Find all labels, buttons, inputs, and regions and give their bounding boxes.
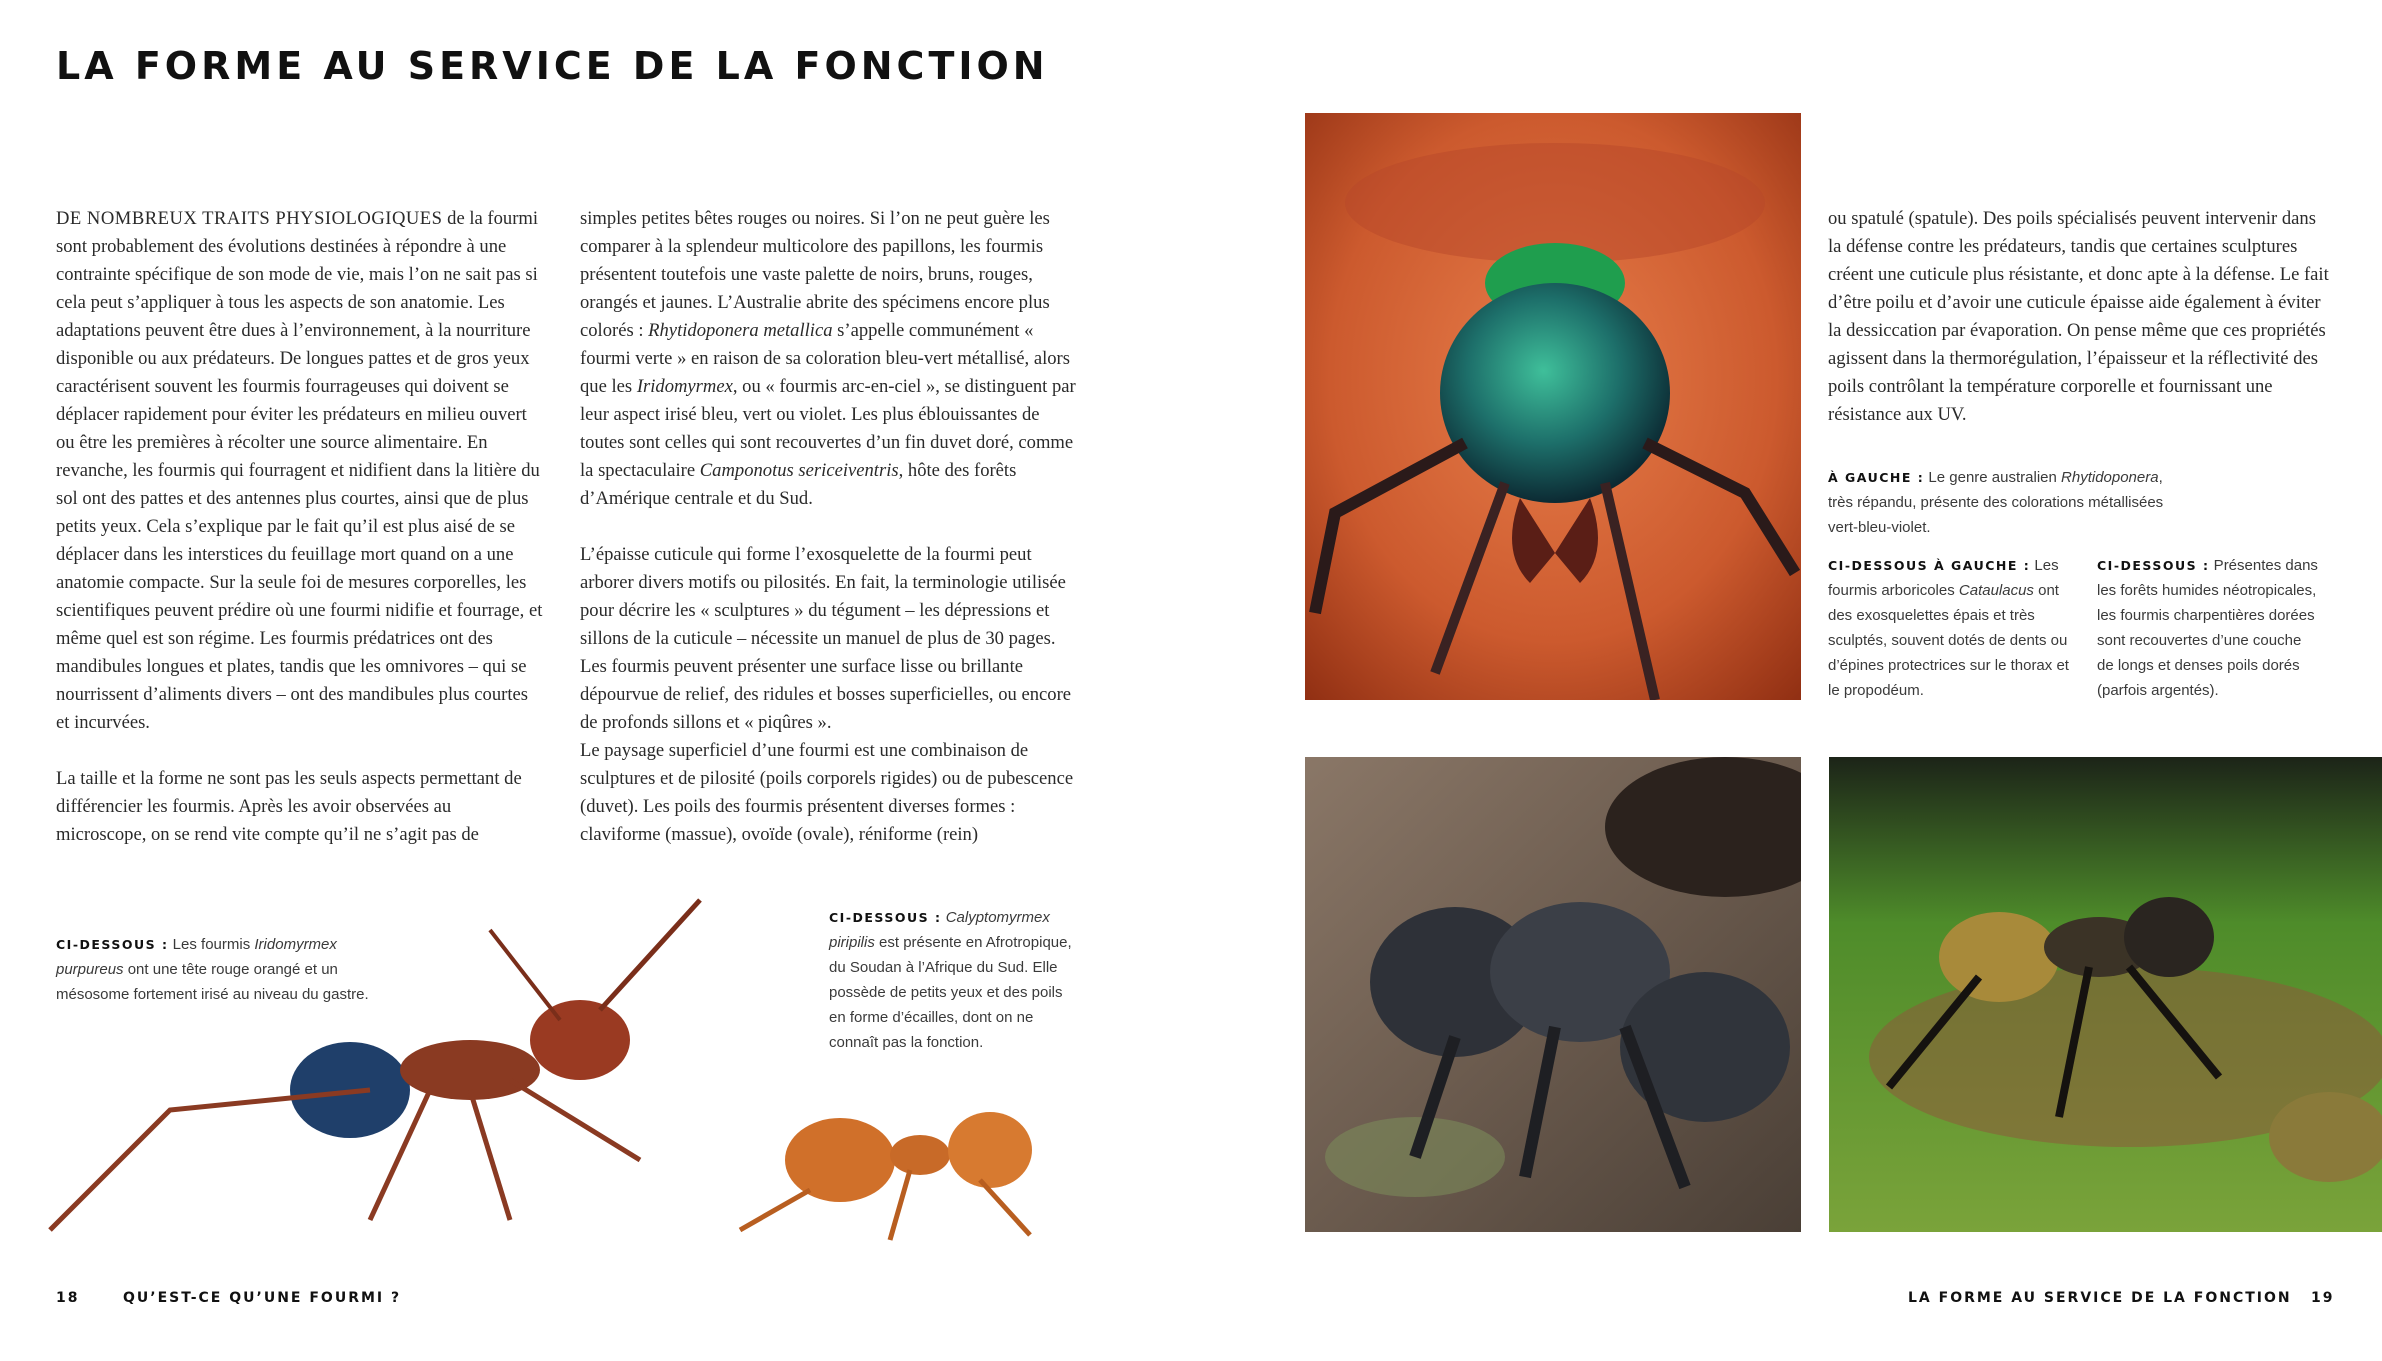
caption-label: CI-DESSOUS : xyxy=(56,937,169,952)
caption-orange-ant xyxy=(829,905,1079,1055)
text: simples petites bêtes rouges ou noires. Si l’on ne peut guère les comparer à la splendeur multicolore des papillons, les fourmis présentent toutefois une vaste palette de noirs, bruns, rouges, orangés et jaunes. L’Australie abrite des spécimens encore plus colorés : xyxy=(580,208,1050,341)
caption-text: ont une tête rouge orangé et un mésosome fortement irisé au niveau du gastre. xyxy=(56,961,369,1003)
page-title: LA FORME AU SERVICE DE LA FONCTION xyxy=(56,44,1049,88)
page-number-left: 18 xyxy=(56,1290,80,1306)
paragraph: ou spatulé (spatule). Des poils spécialisés peuvent intervenir dans la défense contre les prédateurs, tandis que certaines sculptures créent une cuticule plus résistante, et donc apte à la défense. Le fait d’être poilu et d’avoir une cuticule épaisse aide également à éviter la dessiccation par évaporation. On pense même que ces propriétés agissent dans la thermorégulation, l’épaisseur et la réflectivité des poils contrôlant la température corporelle et fournissant une résistance aux UV. xyxy=(1828,208,2329,425)
paragraph: Le paysage superficiel d’une fourmi est une combinaison de sculptures et de pilosité (poils corporels rigides) ou de pubescence (duvet). Les poils des fourmis présentent diverses formes : claviforme (massue), ovoïde (ovale), réniforme (rein) xyxy=(580,740,1074,845)
paragraph: L’épaisse cuticule qui forme l’exosquelette de la fourmi peut arborer divers motifs ou pilosités. En fait, la terminologie utilisée pour décrire les « sculptures » du tégument – les dépressions et sillons de la cuticule – nécessite un manuel de plus de 30 pages. Les fourmis peuvent présenter une surface lisse ou brillante dépourvue de relief, des ridules et bosses superficielles, ou encore de profonds sillons et « piqûres ». xyxy=(580,544,1072,733)
caption-below-right xyxy=(2097,553,2322,703)
caption-left-top xyxy=(1828,465,2188,540)
caption-label: À GAUCHE : xyxy=(1828,470,1925,485)
caption-text: est présente en Afrotropique, du Soudan à l’Afrique du Sud. Elle possède de petits yeux et des poils en forme d’écailles, dont on ne connaît pas la fonction. xyxy=(829,934,1072,1051)
golden-ant-image xyxy=(1829,757,2382,1232)
paragraph xyxy=(580,205,1080,513)
species-name: Rhytidoponera metallica xyxy=(648,320,833,341)
paragraph: La taille et la forme ne sont pas les seuls aspects permettant de différencier les fourmis. Après les avoir observées au microscope, on se rend vite compte qu’il ne s’agit pas de xyxy=(56,768,522,845)
red-ant-image xyxy=(40,890,720,1260)
paragraph-text: de la fourmi sont probablement des évolutions destinées à répondre à une contrainte spécifique de son mode de vie, mais l’on ne sait pas si cela peut s’appliquer à tous les aspects de son anatomie. Les adaptations peuvent être dues à l’environnement, à la nourriture disponible ou aux prédateurs. De longues pattes et de gros yeux caractérisent souvent les fourmis fourrageuses qui doivent se déplacer rapidement pour éviter les prédateurs en milieu ouvert ou être les premières à récolter une source alimentaire. En revanche, les fourmis qui fourragent et nidifient dans la litière du sol ont des pattes et des antennes plus courtes, ainsi que de plus petits yeux. Cela s’explique par le fait qu’il est plus aisé de se déplacer dans les interstices du feuillage mort quand on a une anatomie compacte. Sur la seule foi de mesures corporelles, les scientifiques peuvent prédire où une fourmi nidifie et fourrage, et même quel est son régime. Les fourmis prédatrices ont des mandibules longues et plates, tandis que les omnivores – qui se nourrissent d’aliments divers – ont des mandibules plus courtes et incurvées. xyxy=(56,208,543,733)
text-column-1 xyxy=(56,205,546,849)
species-name: Iridomyrmex xyxy=(636,376,733,397)
caption-text: ont des exosquelettes épais et très sculptés, souvent dotés de dents ou d’épines protectrices sur le thorax et le propodéum. xyxy=(1828,582,2069,699)
black-ant-image xyxy=(1305,757,1801,1232)
paragraph xyxy=(56,205,546,737)
text-column-2 xyxy=(580,205,1080,849)
green-ant-photo xyxy=(1305,113,1801,700)
golden-ant-photo xyxy=(1829,757,2382,1232)
red-ant-cutout xyxy=(40,890,720,1260)
text-column-3 xyxy=(1828,205,2334,429)
species-name: Rhytidoponera xyxy=(2061,469,2159,486)
orange-ant-cutout xyxy=(710,1090,1055,1250)
caption-label: CI-DESSOUS : xyxy=(829,910,942,925)
running-title-right: LA FORME AU SERVICE DE LA FONCTION xyxy=(1908,1290,2292,1306)
caption-text: Les fourmis xyxy=(168,936,255,953)
orange-ant-image xyxy=(710,1090,1055,1250)
species-name: Iridomyrmex purpureus xyxy=(56,936,337,978)
text: , hôte des forêts d’Amérique centrale et du Sud. xyxy=(580,460,1017,509)
caption-text: Présentes dans les forêts humides néotropicales, les fourmis charpentières dorées sont recouvertes d’une couche de longs et denses poils dorés (parfois argentés). xyxy=(2097,557,2318,699)
green-ant-image xyxy=(1305,113,1801,700)
caption-text: , très répandu, présente des colorations métallisées vert-bleu-violet. xyxy=(1828,469,2164,536)
caption-label: CI-DESSOUS : xyxy=(2097,558,2210,573)
caption-text: Les fourmis arboricoles xyxy=(1828,557,2059,599)
species-name: Cataulacus xyxy=(1958,582,2034,599)
page-number-right: 19 xyxy=(2311,1290,2335,1306)
lead-in: DE NOMBREUX TRAITS PHYSIOLOGIQUES xyxy=(56,208,443,229)
species-name: Calyptomyrmex piripilis xyxy=(829,909,1050,951)
caption-label: CI-DESSOUS À GAUCHE : xyxy=(1828,558,2031,573)
text: s’appelle communément « fourmi verte » en raison de sa coloration bleu-vert métallisé, alors que les xyxy=(580,320,1070,397)
caption-text: Le genre australien xyxy=(1924,469,2062,486)
black-ant-photo xyxy=(1305,757,1801,1232)
text: , ou « fourmis arc-en-ciel », se distinguent par leur aspect irisé bleu, vert ou violet. Les plus éblouissantes de toutes sont celles qui sont recouvertes d’un fin duvet doré, comme la spectaculaire xyxy=(580,376,1076,481)
species-name: Camponotus sericeiventris xyxy=(699,460,899,481)
caption-below-left xyxy=(1828,553,2073,703)
running-title-left: QU’EST-CE QU’UNE FOURMI ? xyxy=(123,1290,402,1306)
